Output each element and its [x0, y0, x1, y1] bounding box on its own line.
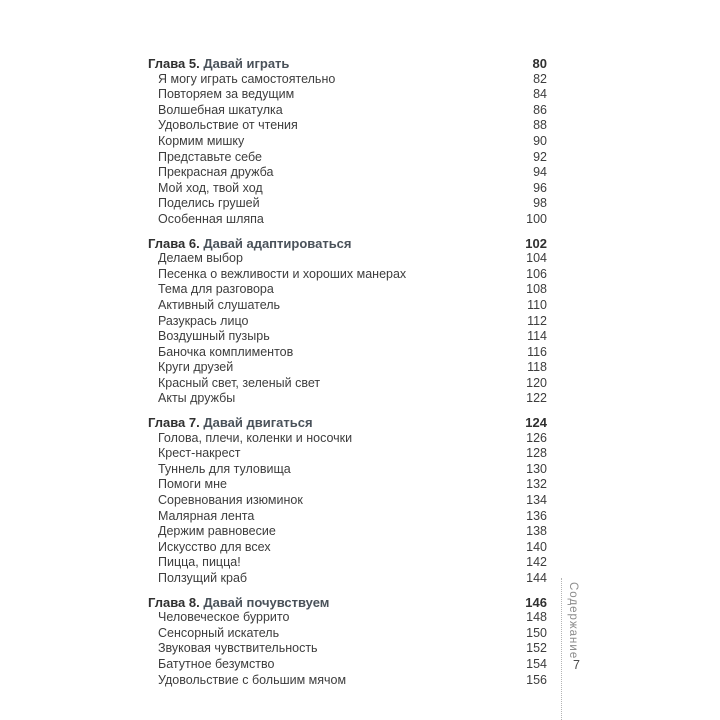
toc-entry-row: [148, 555, 547, 571]
toc-entry-row: [148, 493, 547, 509]
entry-title: Я могу играть самостоятельно: [158, 71, 336, 86]
toc-entry-row: [148, 477, 547, 493]
entry-page-number: 88: [533, 118, 547, 133]
toc-entry-row: [148, 391, 547, 407]
entry-page-number: 92: [533, 149, 547, 164]
toc-entry-row: [148, 657, 547, 673]
entry-page-number: 98: [533, 196, 547, 211]
entry-title: Особенная шляпа: [158, 211, 264, 226]
entry-page-number: 156: [526, 672, 547, 687]
entry-title: Мой ход, твой ход: [158, 180, 263, 195]
toc-entry-row: [148, 509, 547, 525]
sidebar-dotted-rule: [561, 578, 562, 720]
toc-section: [148, 415, 547, 587]
entry-page-number: 134: [526, 493, 547, 508]
toc-entry-row: [148, 298, 547, 314]
entry-page-number: 118: [527, 360, 547, 375]
entry-page-number: 132: [526, 477, 547, 492]
chapter-number: Глава 7.: [148, 415, 204, 431]
chapter-heading: [148, 236, 352, 252]
entry-title: Представьте себе: [158, 149, 262, 164]
entry-page-number: 100: [526, 211, 547, 226]
chapter-row: [148, 415, 547, 431]
entry-page-number: 90: [533, 133, 547, 148]
entry-title: Делаем выбор: [158, 251, 243, 266]
chapter-title: Давай двигаться: [203, 415, 313, 431]
entry-title: Ползущий краб: [158, 571, 248, 585]
entry-title: Прекрасная дружба: [158, 165, 274, 180]
table-of-contents: [148, 56, 547, 688]
chapter-row: [148, 56, 547, 72]
toc-entry-row: [148, 196, 547, 212]
chapter-number: Глава 5.: [148, 56, 204, 71]
entry-title: Повторяем за ведущим: [158, 87, 295, 102]
entry-title: Крест-накрест: [158, 446, 241, 461]
chapter-title: Давай почувствуем: [203, 594, 330, 610]
chapter-heading: [148, 56, 289, 72]
entry-title: Звуковая чувствительность: [158, 641, 318, 656]
entry-page-number: 140: [526, 539, 547, 554]
entry-page-number: 122: [526, 391, 547, 406]
chapter-page-number: 124: [525, 415, 547, 431]
entry-page-number: 112: [527, 313, 547, 328]
page-number: 7: [573, 658, 580, 672]
chapter-heading: [148, 595, 329, 611]
toc-entry-row: [148, 462, 547, 478]
toc-entry-row: [148, 540, 547, 556]
toc-entry-row: [148, 360, 547, 376]
entry-title: Баночка комплиментов: [158, 344, 294, 359]
entry-title: Батутное безумство: [158, 656, 275, 671]
entry-title: Малярная лента: [158, 508, 255, 523]
toc-entry-row: [148, 87, 547, 103]
entry-title: Сенсорный искатель: [158, 625, 280, 640]
toc-section: [148, 236, 547, 408]
entry-page-number: 86: [533, 102, 547, 117]
entry-page-number: 152: [526, 641, 547, 656]
toc-entry-row: [148, 72, 547, 88]
entry-title: Удовольствие с большим мячом: [158, 672, 347, 687]
toc-entry-row: [148, 641, 547, 657]
entry-title: Держим равновесие: [158, 524, 276, 539]
entry-page-number: 110: [527, 297, 547, 312]
entry-page-number: 136: [526, 508, 547, 523]
entry-title: Помоги мне: [158, 477, 227, 492]
toc-entry-row: [148, 571, 547, 587]
toc-entry-row: [148, 524, 547, 540]
entry-title: Удовольствие от чтения: [158, 118, 298, 133]
toc-entry-row: [148, 134, 547, 150]
entry-title: Разукрась лицо: [158, 313, 249, 328]
entry-title: Пицца, пицца!: [158, 555, 241, 570]
entry-page-number: 108: [526, 282, 547, 297]
entry-title: Красный свет, зеленый свет: [158, 375, 321, 390]
toc-entry-row: [148, 212, 547, 228]
entry-page-number: 120: [526, 375, 547, 390]
toc-entry-row: [148, 329, 547, 345]
entry-page-number: 150: [526, 625, 547, 640]
chapter-number: Глава 6.: [148, 235, 204, 251]
entry-title: Голова, плечи, коленки и носочки: [158, 430, 353, 445]
entry-page-number: 84: [533, 87, 547, 102]
toc-entry-row: [148, 103, 547, 119]
entry-title: Поделись грушей: [158, 196, 260, 211]
entry-page-number: 114: [527, 329, 547, 344]
chapter-page-number: 80: [532, 56, 547, 71]
chapter-number: Глава 8.: [148, 594, 204, 610]
toc-entry-row: [148, 314, 547, 330]
toc-section: [148, 595, 547, 689]
chapter-heading: [148, 415, 313, 431]
toc-entry-row: [148, 345, 547, 361]
entry-title: Воздушный пузырь: [158, 329, 270, 344]
entry-title: Активный слушатель: [158, 297, 281, 312]
toc-entry-row: [148, 267, 547, 283]
toc-entry-row: [148, 610, 547, 626]
entry-title: Кормим мишку: [158, 133, 245, 148]
running-header-label: Содержание: [567, 582, 579, 660]
entry-title: Акты дружбы: [158, 391, 236, 406]
entry-title: Волшебная шкатулка: [158, 102, 283, 117]
chapter-page-number: 102: [525, 235, 547, 251]
toc-entry-row: [148, 251, 547, 267]
entry-page-number: 96: [533, 180, 547, 195]
toc-entry-row: [148, 118, 547, 134]
toc-entry-row: [148, 673, 547, 689]
toc-section: [148, 56, 547, 228]
entry-title: Искусство для всех: [158, 539, 271, 554]
entry-page-number: 154: [526, 656, 547, 671]
toc-entry-row: [148, 446, 547, 462]
entry-page-number: 106: [526, 266, 547, 281]
toc-entry-row: [148, 626, 547, 642]
entry-page-number: 144: [526, 571, 547, 585]
entry-page-number: 104: [526, 251, 547, 266]
entry-page-number: 116: [527, 344, 547, 359]
entry-page-number: 128: [526, 446, 547, 461]
chapter-row: [148, 236, 547, 252]
entry-page-number: 82: [533, 71, 547, 86]
entry-page-number: 130: [526, 461, 547, 476]
chapter-row: [148, 595, 547, 611]
entry-title: Круги друзей: [158, 360, 234, 375]
entry-page-number: 138: [526, 524, 547, 539]
entry-page-number: 94: [533, 165, 547, 180]
entry-page-number: 148: [526, 610, 547, 625]
toc-entry-row: [148, 165, 547, 181]
entry-title: Песенка о вежливости и хороших манерах: [158, 266, 407, 281]
toc-entry-row: [148, 150, 547, 166]
entry-page-number: 142: [526, 555, 547, 570]
toc-entry-row: [148, 431, 547, 447]
entry-title: Человеческое буррито: [158, 610, 290, 625]
chapter-title: Давай играть: [203, 56, 290, 71]
entry-title: Тема для разговора: [158, 282, 274, 297]
entry-title: Соревнования изюминок: [158, 493, 303, 508]
entry-title: Туннель для туловища: [158, 461, 291, 476]
toc-entry-row: [148, 181, 547, 197]
chapter-page-number: 146: [525, 594, 547, 610]
toc-entry-row: [148, 282, 547, 298]
entry-page-number: 126: [526, 430, 547, 445]
chapter-title: Давай адаптироваться: [203, 235, 352, 251]
toc-entry-row: [148, 376, 547, 392]
